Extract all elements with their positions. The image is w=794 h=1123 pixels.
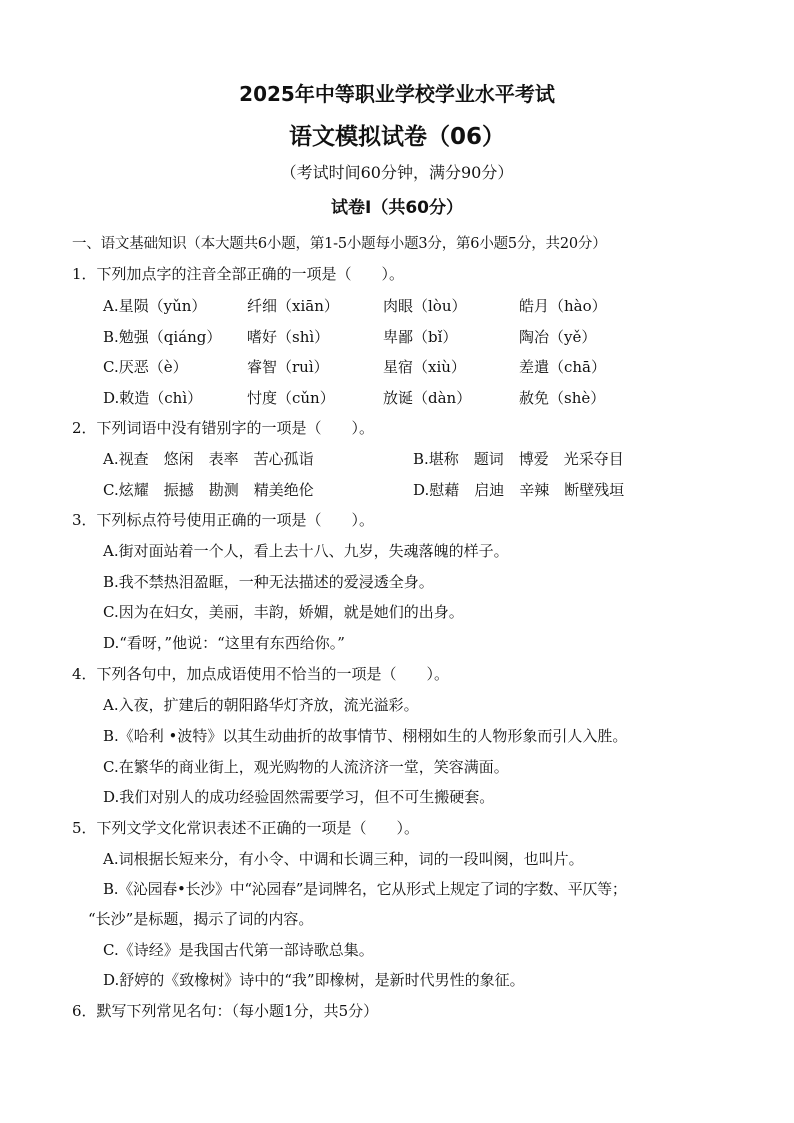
q5-option-a: A.词根据长短来分，有小令、中调和长调三种，词的一段叫阕，也叫片。 <box>103 850 584 868</box>
q1-option-d-item: 忖度（cǔn） <box>247 389 335 407</box>
q1-option-c-item: 睿智（ruì） <box>247 358 329 376</box>
question-5-stem: 5．下列文学文化常识表述不正确的一项是（ ）。 <box>72 819 420 837</box>
q4-option-b: B.《哈利 •波特》以其生动曲折的故事情节、栩栩如生的人物形象而引人入胜。 <box>103 727 628 745</box>
q3-option-a: A.街对面站着一个人，看上去十八、九岁，失魂落魄的样子。 <box>103 542 509 560</box>
exam-info: （考试时间60分钟，满分90分） <box>280 163 514 182</box>
q4-option-d: D.我们对别人的成功经验固然需要学习，但不可生搬硬套。 <box>103 788 495 806</box>
q1-option-c-item: 星宿（xiù） <box>383 358 466 376</box>
q2-option-a: A.视查 悠闲 表率 苦心孤诣 <box>103 450 314 468</box>
question-4-stem: 4．下列各句中，加点成语使用不恰当的一项是（ ）。 <box>72 665 450 683</box>
q5-option-d: D.舒婷的《致橡树》诗中的“我”即橡树，是新时代男性的象征。 <box>103 971 525 989</box>
q1-option-c-item: C.厌恶（è） <box>103 358 188 376</box>
question-3-stem: 3．下列标点符号使用正确的一项是（ ）。 <box>72 511 375 529</box>
question-1-stem: 1．下列加点字的注音全部正确的一项是（ ）。 <box>72 265 405 283</box>
q1-option-a-item: 皓月（hào） <box>519 297 607 315</box>
q1-option-b-item: 嗜好（shì） <box>247 328 330 346</box>
q1-option-d-item: D.敕造（chì） <box>103 389 203 407</box>
question-6-stem: 6．默写下列常见名句：（每小题1分，共5分） <box>72 1002 379 1020</box>
q5-option-b: B.《沁园春•长沙》中“沁园春”是词牌名，它从形式上规定了词的字数、平仄等； <box>103 880 627 898</box>
q2-option-c: C.炫耀 振撼 勘测 精美绝伦 <box>103 481 314 499</box>
q4-option-c: C.在繁华的商业街上，观光购物的人流济济一堂，笑容满面。 <box>103 758 509 776</box>
question-2-stem: 2．下列词语中没有错别字的一项是（ ）。 <box>72 419 375 437</box>
q3-option-c: C.因为在妇女，美丽，丰韵，娇媚，就是她们的出身。 <box>103 603 464 621</box>
q1-option-b-item: 陶冶（yě） <box>519 328 597 346</box>
paper-title: 语文模拟试卷（06） <box>288 124 505 150</box>
q5-option-c: C.《诗经》是我国古代第一部诗歌总集。 <box>103 941 374 959</box>
q1-option-c-item: 差遣（chā） <box>519 358 607 376</box>
q3-option-b: B.我不禁热泪盈眶，一种无法描述的爱浸透全身。 <box>103 573 434 591</box>
exam-title: 2025年中等职业学校学业水平考试 <box>239 82 555 106</box>
q2-option-b: B.堪称 题词 博爱 光采夺目 <box>413 450 624 468</box>
q2-option-d: D.慰藉 启迪 辛辣 断壁残垣 <box>413 481 625 499</box>
q1-option-a-item: 纤细（xiān） <box>247 297 339 315</box>
q1-option-b-item: B.勉强（qiáng） <box>103 328 222 346</box>
q4-option-a: A.入夜，扩建后的朝阳路华灯齐放，流光溢彩。 <box>103 696 419 714</box>
q1-option-d-item: 赦免（shè） <box>519 389 606 407</box>
q1-option-d-item: 放诞（dàn） <box>383 389 472 407</box>
paper-section-label: 试卷Ⅰ（共60分） <box>331 198 463 218</box>
q1-option-a-item: A.星陨（yǔn） <box>103 297 207 315</box>
section-heading: 一、语文基础知识（本大题共6小题，第1-5小题每小题3分，第6小题5分，共20分） <box>72 236 607 252</box>
q1-option-b-item: 卑鄙（bǐ） <box>383 328 458 346</box>
q5-option-b-continued: “长沙”是标题，揭示了词的内容。 <box>88 910 314 928</box>
q3-option-d: D.“看呀，”他说：“这里有东西给你。” <box>103 634 345 652</box>
q1-option-a-item: 肉眼（lòu） <box>383 297 467 315</box>
